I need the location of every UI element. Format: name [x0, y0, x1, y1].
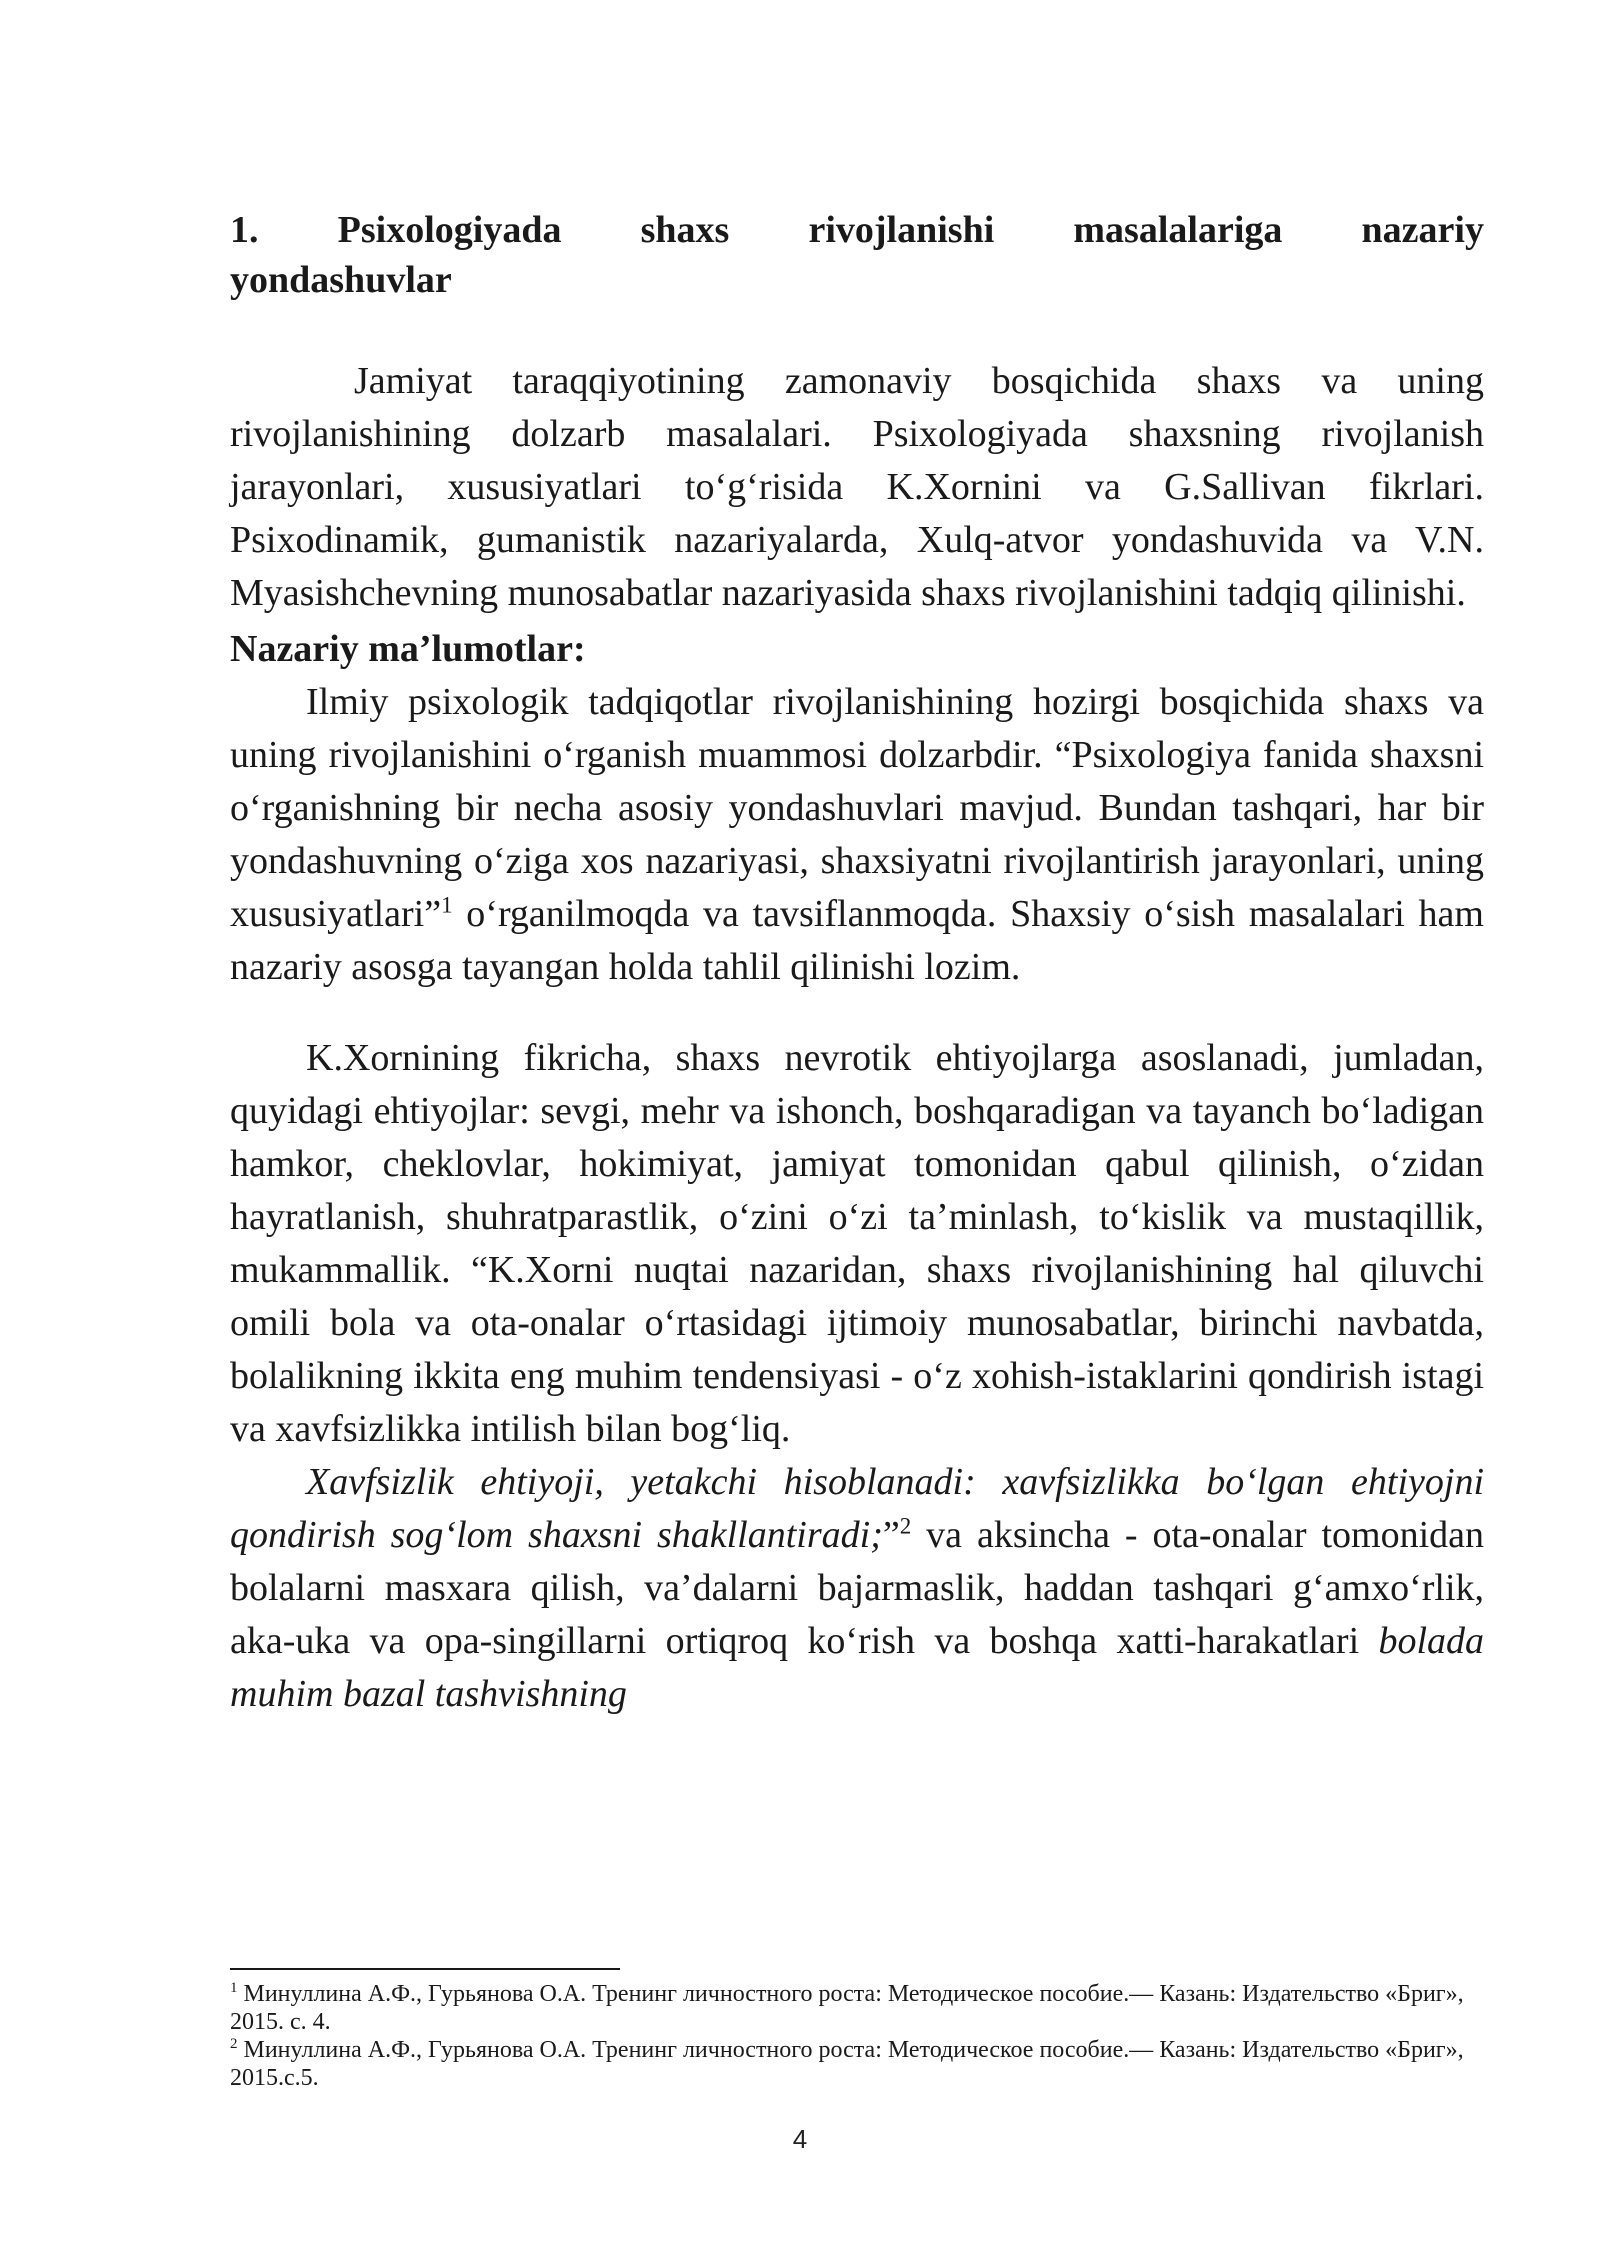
heading-word: shaxs — [640, 209, 730, 251]
footnote-number: 1 — [230, 1980, 238, 1996]
italic-text: Xavfsizlik ehtiyoji, yetakchi hisoblanadi: xavfsizlikka bo‘lgan ehtiyojni qondirish sog‘lom shaxsni shakllantiradi; — [230, 1461, 1484, 1556]
footnote-ref-2[interactable]: 2 — [899, 1513, 912, 1539]
footnote-ref-1[interactable]: 1 — [441, 892, 453, 918]
heading-word: rivojlanishi — [808, 209, 995, 251]
heading-word: nazariy — [1361, 209, 1484, 251]
italic-text: bolada muhim bazal tashvishning — [230, 1620, 1484, 1715]
body-paragraph-3 — [230, 1456, 1484, 1721]
subheading-theory: Nazariy ma’lumotlar: — [230, 628, 586, 670]
footnote-number: 2 — [230, 2036, 238, 2052]
quote-mark: ” — [882, 1514, 900, 1556]
footnote-text: Минуллина А.Ф., Гурьянова О.А. Тренинг личностного роста: Методическое пособие.— Казань: Издательство «Бриг», 2015.с.5. — [230, 2037, 1464, 2091]
footnote-text: Минуллина А.Ф., Гурьянова О.А. Тренинг личностного роста: Методическое пособие.— Казань: Издательство «Бриг», 2015. с. 4. — [230, 1981, 1464, 2035]
footnote-separator — [230, 1968, 620, 1970]
heading-word: 1. — [230, 209, 259, 251]
body-paragraph-1 — [230, 676, 1484, 994]
paragraph-text: va aksincha - ota-onalar tomonidan bolalarni masxara qilish, va’dalarni bajarmaslik, haddan tashqari g‘amxo‘rlik, aka-uka va opa-singillarni ortiqroq ko‘rish va boshqa xatti-harakatlari — [230, 1514, 1484, 1662]
section-heading-line-1 — [230, 205, 1484, 255]
heading-word: Psixologiyada — [337, 209, 562, 251]
heading-word: yondashuvlar — [230, 259, 452, 301]
paragraph-text: o‘rganilmoqda va tavsiflanmoqda. Shaxsiy o‘sish masalalari ham nazariy asosga tayangan holda tahlil qilinishi lozim. — [230, 893, 1484, 988]
section-heading-line-2 — [230, 255, 1484, 305]
footnotes — [230, 1980, 1484, 2092]
heading-word: masalalariga — [1073, 209, 1283, 251]
document-page — [230, 205, 1484, 1721]
page-number: 4 — [792, 2124, 808, 2154]
section-heading — [230, 205, 1484, 305]
intro-paragraph: Jamiyat taraqqiyotining zamonaviy bosqichida shaxs va uning rivojlanishining dolzarb masalalari. Psixologiyada shaxsning rivojlanish jarayonlari, xususiyatlari to‘g‘risida K.Xornini va G.Sallivan fikrlari. Psixodinamik, gumanistik nazariyalarda, Xulq-atvor yondashuvida va V.N. Myasishchevning munosabatlar nazariyasida shaxs rivojlanishini tadqiq qilinishi. — [230, 360, 1484, 614]
footnote-2 — [230, 2036, 1484, 2092]
footnote-1 — [230, 1980, 1484, 2036]
paragraph-text: Ilmiy psixologik tadqiqotlar rivojlanishining hozirgi bosqichida shaxs va uning rivojlanishini o‘rganish muammosi dolzarbdir. “Psixologiya fanida shaxsni o‘rganishning bir necha asosiy yondashuvlari mavjud. Bundan tashqari, har bir yondashuvning o‘ziga xos nazariyasi, shaxsiyatni rivojlantirish jarayonlari, uning xususiyatlari” — [230, 681, 1484, 935]
body-paragraph-2: K.Xornining fikricha, shaxs nevrotik ehtiyojlarga asoslanadi, jumladan, quyidagi ehtiyojlar: sevgi, mehr va ishonch, boshqaradigan va tayanch bo‘ladigan hamkor, cheklovlar, hokimiyat, jamiyat tomonidan qabul qilinish, o‘zidan hayratlanish, shuhratparastlik, o‘zini o‘zi ta’minlash, to‘kislik va mustaqillik, mukammallik. “K.Xorni nuqtai nazaridan, shaxs rivojlanishining hal qiluvchi omili bola va ota-onalar o‘rtasidagi ijtimoiy munosabatlar, birinchi navbatda, bolalikning ikkita eng muhim tendensiyasi - o‘z xohish-istaklarini qondirish istagi va xavfsizlikka intilish bilan bog‘liq. — [230, 1037, 1484, 1450]
